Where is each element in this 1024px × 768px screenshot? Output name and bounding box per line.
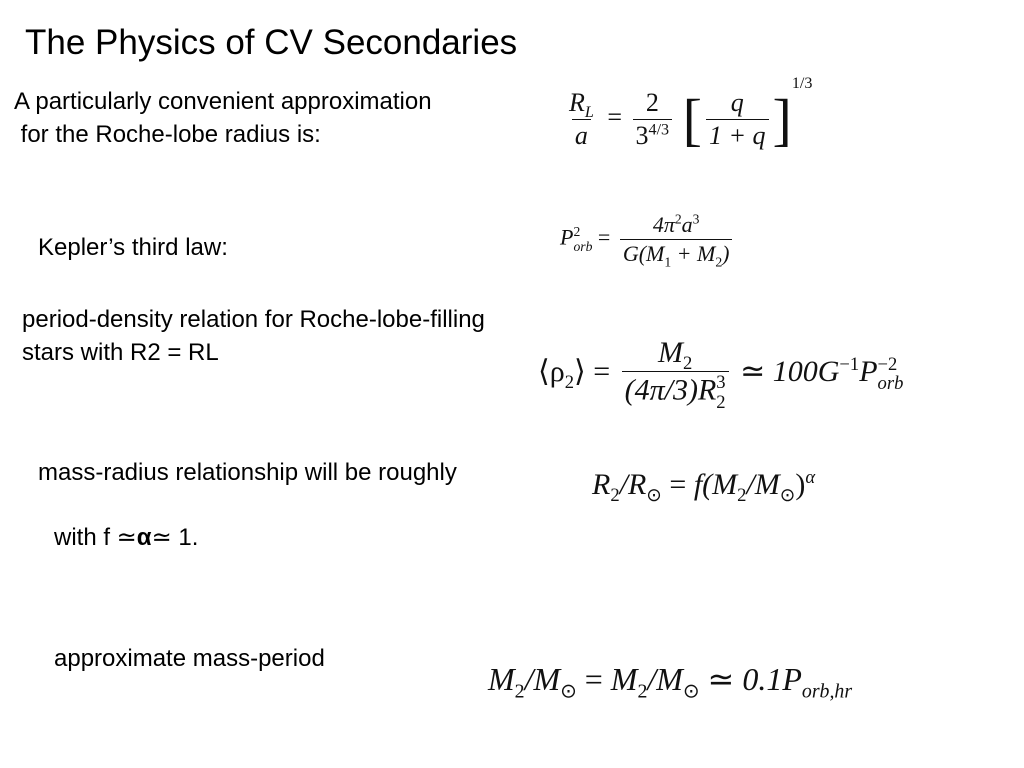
alpha-symbol: α	[136, 524, 152, 551]
mass-period-equation: $M_2/M_⊙ = M_2/M_⊙$ ≃ $0.1P_{orb,hr}$	[488, 661, 853, 703]
mass-period-text: approximate mass-period	[54, 645, 325, 672]
kepler-law-text: Kepler’s third law:	[38, 234, 228, 261]
roche-lobe-text-line-1: A particularly convenient approximation	[14, 88, 432, 115]
parameter-note: with f ≃α≃ 1.	[54, 524, 199, 551]
period-density-text-line-2: stars with R2 = RL	[22, 339, 219, 366]
roche-lobe-text-line-2: for the Roche-lobe radius is:	[14, 121, 321, 148]
period-density-equation: $⟨\rho_2⟩$ = $M_2$ (4π/3)R 3 2 ≃ $100G^{-1}P$ −2 orb	[538, 336, 904, 413]
period-density-text-line-1: period-density relation for Roche-lobe-filling	[22, 306, 485, 333]
kepler-equation: P 2 orb = $\frac{4\pi^2a^3}{G(M_1 + M_2)}$	[560, 212, 736, 267]
mass-radius-text: mass-radius relationship will be roughly	[38, 459, 457, 486]
slide-title: The Physics of CV Secondaries	[25, 23, 518, 62]
mass-radius-equation: $R_2/R_⊙ = f(M_2/M_⊙)^\alpha$	[592, 467, 816, 506]
roche-lobe-equation: $\frac{R_L}{a}$ = $\frac{2}{3^{4/3}}$ [ $\frac{q}{1 + q}$ ]$^{1/3}$	[569, 74, 813, 152]
